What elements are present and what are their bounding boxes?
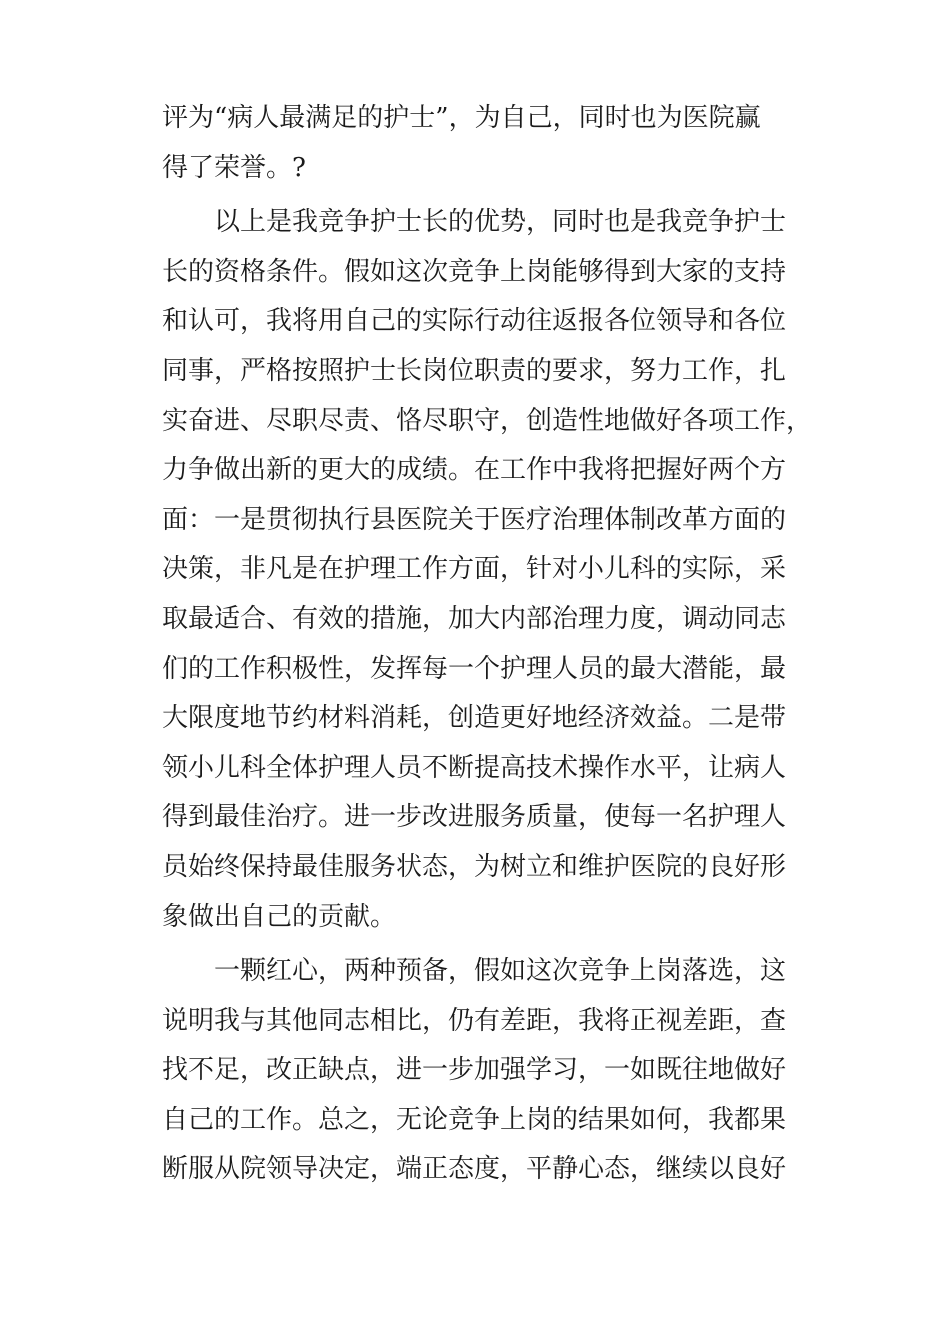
paragraph	[162, 94, 792, 193]
text-line: 说明我与其他同志相比，仍有差距，我将正视差距，查	[162, 1005, 787, 1036]
text-line: 决策，非凡是在护理工作方面，针对小儿科的实际，采	[162, 554, 787, 585]
text-line: 实奋进、尽职尽责、恪尽职守，创造性地做好各项工作，	[162, 405, 813, 436]
document-body	[162, 94, 813, 1195]
text-line: 自己的工作。总之，无论竞争上岗的结果如何，我都果	[162, 1104, 787, 1135]
text-line: 同事，严格按照护士长岗位职责的要求，努力工作，扎	[162, 355, 787, 386]
text-line: 得了荣誉。?	[162, 152, 306, 183]
text-line: 和认可，我将用自己的实际行动往返报各位领导和各位	[162, 306, 787, 337]
text-line: 象做出自己的贡献。	[162, 901, 397, 932]
text-line: 领小儿科全体护理人员不断提高技术操作水平，让病人	[162, 752, 787, 783]
text-line: 大限度地节约材料消耗，创造更好地经济效益。二是带	[162, 703, 787, 734]
text-line: 一颗红心，两种预备，假如这次竞争上岗落选，这	[214, 956, 787, 987]
text-line: 取最适合、有效的措施，加大内部治理力度，调动同志	[162, 603, 787, 634]
text-line: 力争做出新的更大的成绩。在工作中我将把握好两个方	[162, 455, 787, 486]
text-line: 断服从院领导决定，端正态度，平静心态，继续以良好	[162, 1154, 787, 1185]
paragraph	[162, 947, 792, 1195]
text-line: 评为“病人最满足的护士”，为自己，同时也为医院赢	[162, 103, 761, 133]
text-line: 找不足，改正缺点，进一步加强学习，一如既往地做好	[162, 1055, 787, 1086]
text-line: 以上是我竞争护士长的优势，同时也是我竞争护士	[214, 207, 787, 238]
text-line: 得到最佳治疗。进一步改进服务质量，使每一名护理人	[162, 802, 787, 833]
text-line: 面：一是贯彻执行县医院关于医疗治理体制改革方面的	[162, 504, 787, 535]
paragraph	[162, 198, 813, 942]
text-line: 员始终保持最佳服务状态，为树立和维护医院的良好形	[162, 851, 787, 882]
text-line: 长的资格条件。假如这次竞争上岗能够得到大家的支持	[162, 256, 787, 287]
text-line: 们的工作积极性，发挥每一个护理人员的最大潜能，最	[162, 653, 787, 684]
